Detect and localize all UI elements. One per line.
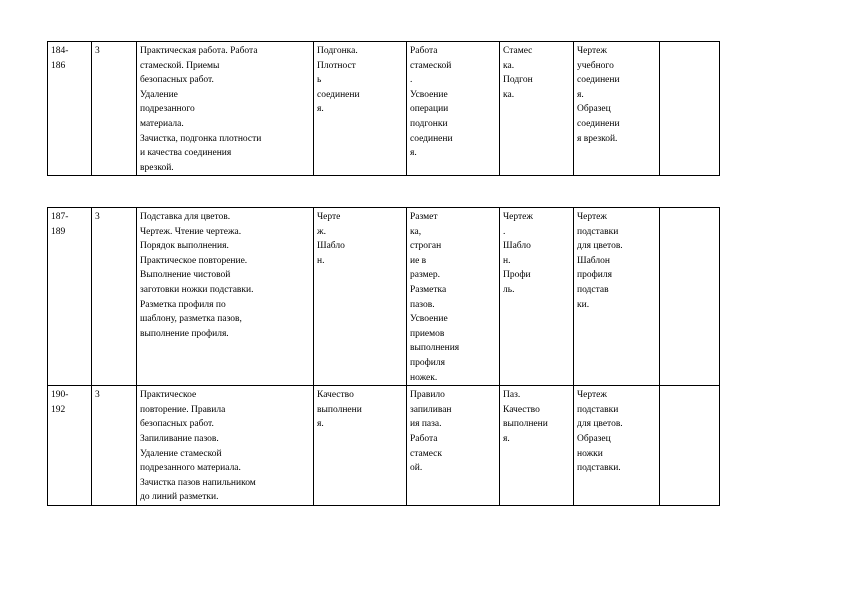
activity-cell: Размет ка, строган ие в размер. Разметка пазов. Усвоение приемов выполнения профиля ножек. — [407, 208, 500, 386]
topic-cell: Практическая работа. Работа стамеской. Приемы безопасных работ. Удаление подрезанного материала. Зачистка, подгонка плотности и качества соединения врезкой. — [137, 42, 314, 176]
table-row — [48, 42, 720, 176]
concepts-cell: Качество выполнени я. — [314, 386, 407, 506]
hours-cell: 187- 189 — [48, 208, 92, 386]
topic-cell: Подставка для цветов. Чертеж. Чтение чертежа. Порядок выполнения. Практическое повторение. Выполнение чистовой заготовки ножки подставки. Разметка профиля по шаблону, разметка пазов, выполнение профиля. — [137, 208, 314, 386]
concepts-cell: Черте ж. Шабло н. — [314, 208, 407, 386]
hours-cell: 184- 186 — [48, 42, 92, 176]
table-row — [48, 386, 720, 506]
vocabulary-cell: Чертеж . Шабло н. Профи ль. — [500, 208, 574, 386]
vocabulary-cell: Стамес ка. Подгон ка. — [500, 42, 574, 176]
count-cell: 3 — [92, 386, 137, 506]
count-cell: 3 — [92, 208, 137, 386]
visuals-cell: Чертеж учебного соединени я. Образец соединени я врезкой. — [574, 42, 660, 176]
table-row — [48, 208, 720, 386]
activity-cell: Правило запиливан ия паза. Работа стамеск ой. — [407, 386, 500, 506]
visuals-cell: Чертеж подставки для цветов. Образец ножки подставки. — [574, 386, 660, 506]
lesson-table-1 — [47, 41, 720, 176]
concepts-cell: Подгонка. Плотност ь соединени я. — [314, 42, 407, 176]
hours-cell: 190- 192 — [48, 386, 92, 506]
count-cell: 3 — [92, 42, 137, 176]
topic-cell: Практическое повторение. Правила безопасных работ. Запиливание пазов. Удаление стамеской подрезанного материала. Зачистка пазов напильником до линий разметки. — [137, 386, 314, 506]
vocabulary-cell: Паз. Качество выполнени я. — [500, 386, 574, 506]
notes-cell — [660, 208, 720, 386]
visuals-cell: Чертеж подставки для цветов. Шаблон профиля подстав ки. — [574, 208, 660, 386]
lesson-table-2 — [47, 207, 720, 506]
activity-cell: Работа стамеской . Усвоение операции подгонки соединени я. — [407, 42, 500, 176]
notes-cell — [660, 42, 720, 176]
notes-cell — [660, 386, 720, 506]
